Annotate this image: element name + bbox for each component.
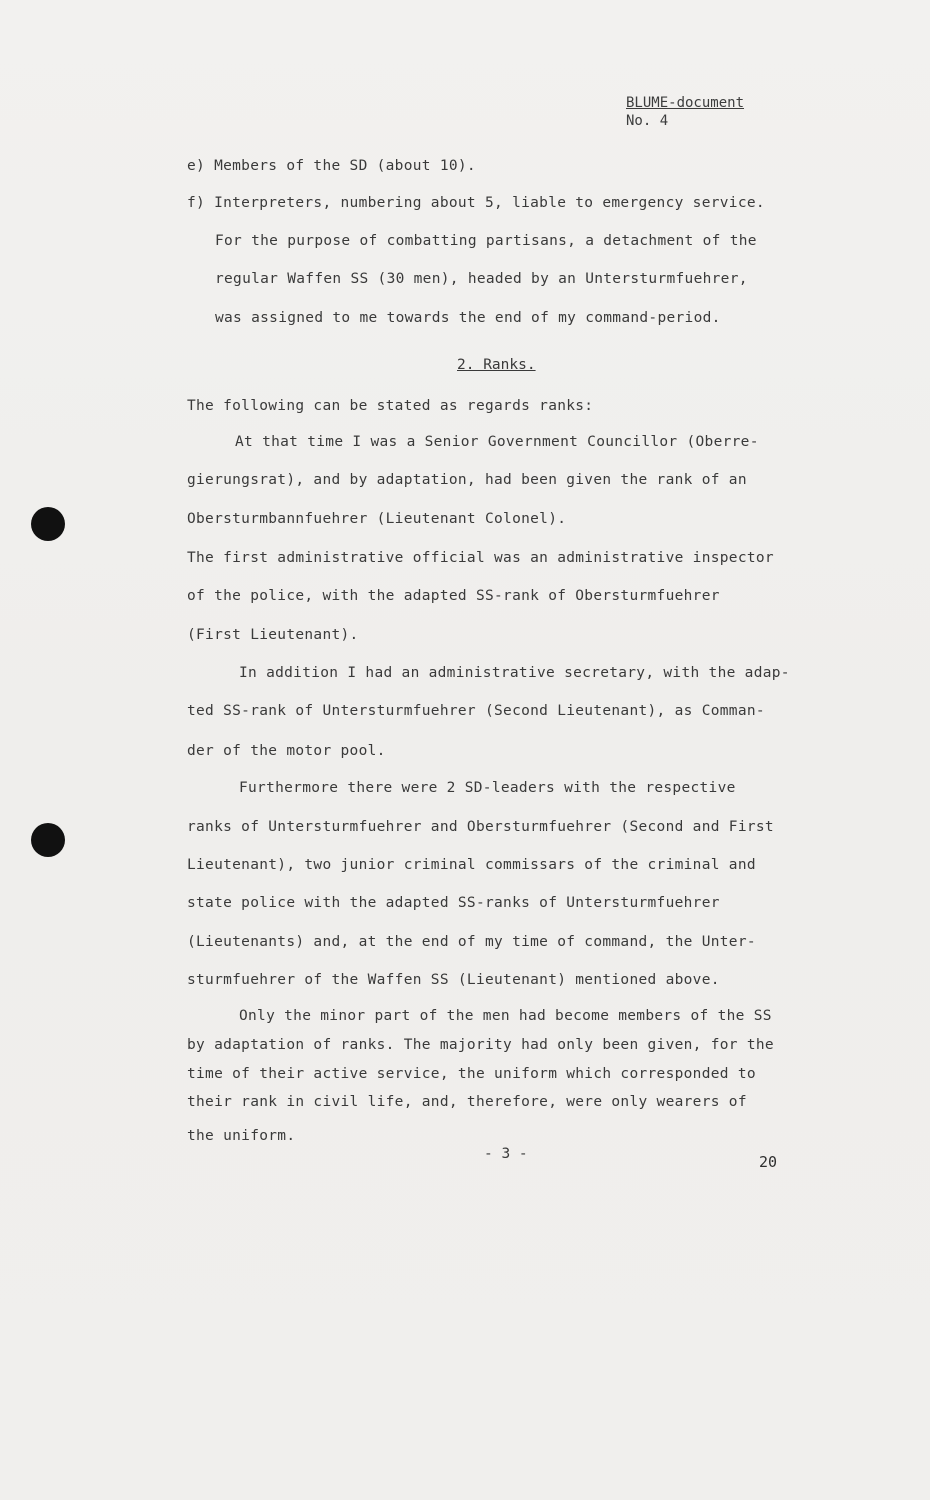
text-line: (Lieutenants) and, at the end of my time of command, the Unter- — [187, 934, 756, 950]
text-line: by adaptation of ranks. The majority had only been given, for the — [187, 1037, 774, 1053]
text-line: At that time I was a Senior Government Councillor (Oberre- — [235, 434, 759, 450]
text-line: their rank in civil life, and, therefore, were only wearers of — [187, 1094, 747, 1110]
text-line: the uniform. — [187, 1128, 296, 1144]
text-line: Furthermore there were 2 SD-leaders with the respective — [239, 780, 736, 796]
text-line: Only the minor part of the men had become members of the SS — [239, 1008, 772, 1024]
section-heading: 2. Ranks. — [457, 357, 536, 373]
stamp-number: 20 — [759, 1153, 778, 1171]
text-line: Obersturmbannfuehrer (Lieutenant Colonel). — [187, 511, 567, 527]
text-line: state police with the adapted SS-ranks of Untersturmfuehrer — [187, 895, 720, 911]
document-title: BLUME-document — [626, 95, 745, 111]
text-line: (First Lieutenant). — [187, 627, 359, 643]
text-line: The first administrative official was an administrative inspector — [187, 550, 774, 566]
text-line: of the police, with the adapted SS-rank of Obersturmfuehrer — [187, 588, 720, 604]
text-line: e) Members of the SD (about 10). — [187, 158, 476, 174]
text-line: der of the motor pool. — [187, 743, 386, 759]
text-line: gierungsrat), and by adaptation, had been given the rank of an — [187, 472, 747, 488]
text-line: ted SS-rank of Untersturmfuehrer (Second Lieutenant), as Comman- — [187, 703, 765, 719]
punch-hole-top — [31, 507, 65, 541]
document-number: No. 4 — [626, 113, 669, 129]
text-line: sturmfuehrer of the Waffen SS (Lieutenant) mentioned above. — [187, 972, 720, 988]
text-line: time of their active service, the uniform which corresponded to — [187, 1066, 756, 1082]
text-line: The following can be stated as regards ranks: — [187, 398, 594, 414]
text-line: regular Waffen SS (30 men), headed by an Untersturmfuehrer, — [215, 271, 748, 287]
page-number: - 3 - — [484, 1146, 528, 1162]
document-reference — [626, 94, 744, 130]
text-line: Lieutenant), two junior criminal commissars of the criminal and — [187, 857, 756, 873]
text-line: In addition I had an administrative secretary, with the adap- — [239, 665, 790, 681]
punch-hole-bottom — [31, 823, 65, 857]
text-line: f) Interpreters, numbering about 5, liable to emergency service. — [187, 195, 765, 211]
text-line: was assigned to me towards the end of my command-period. — [215, 310, 721, 326]
text-line: For the purpose of combatting partisans, a detachment of the — [215, 233, 757, 249]
text-line: ranks of Untersturmfuehrer and Obersturmfuehrer (Second and First — [187, 819, 774, 835]
